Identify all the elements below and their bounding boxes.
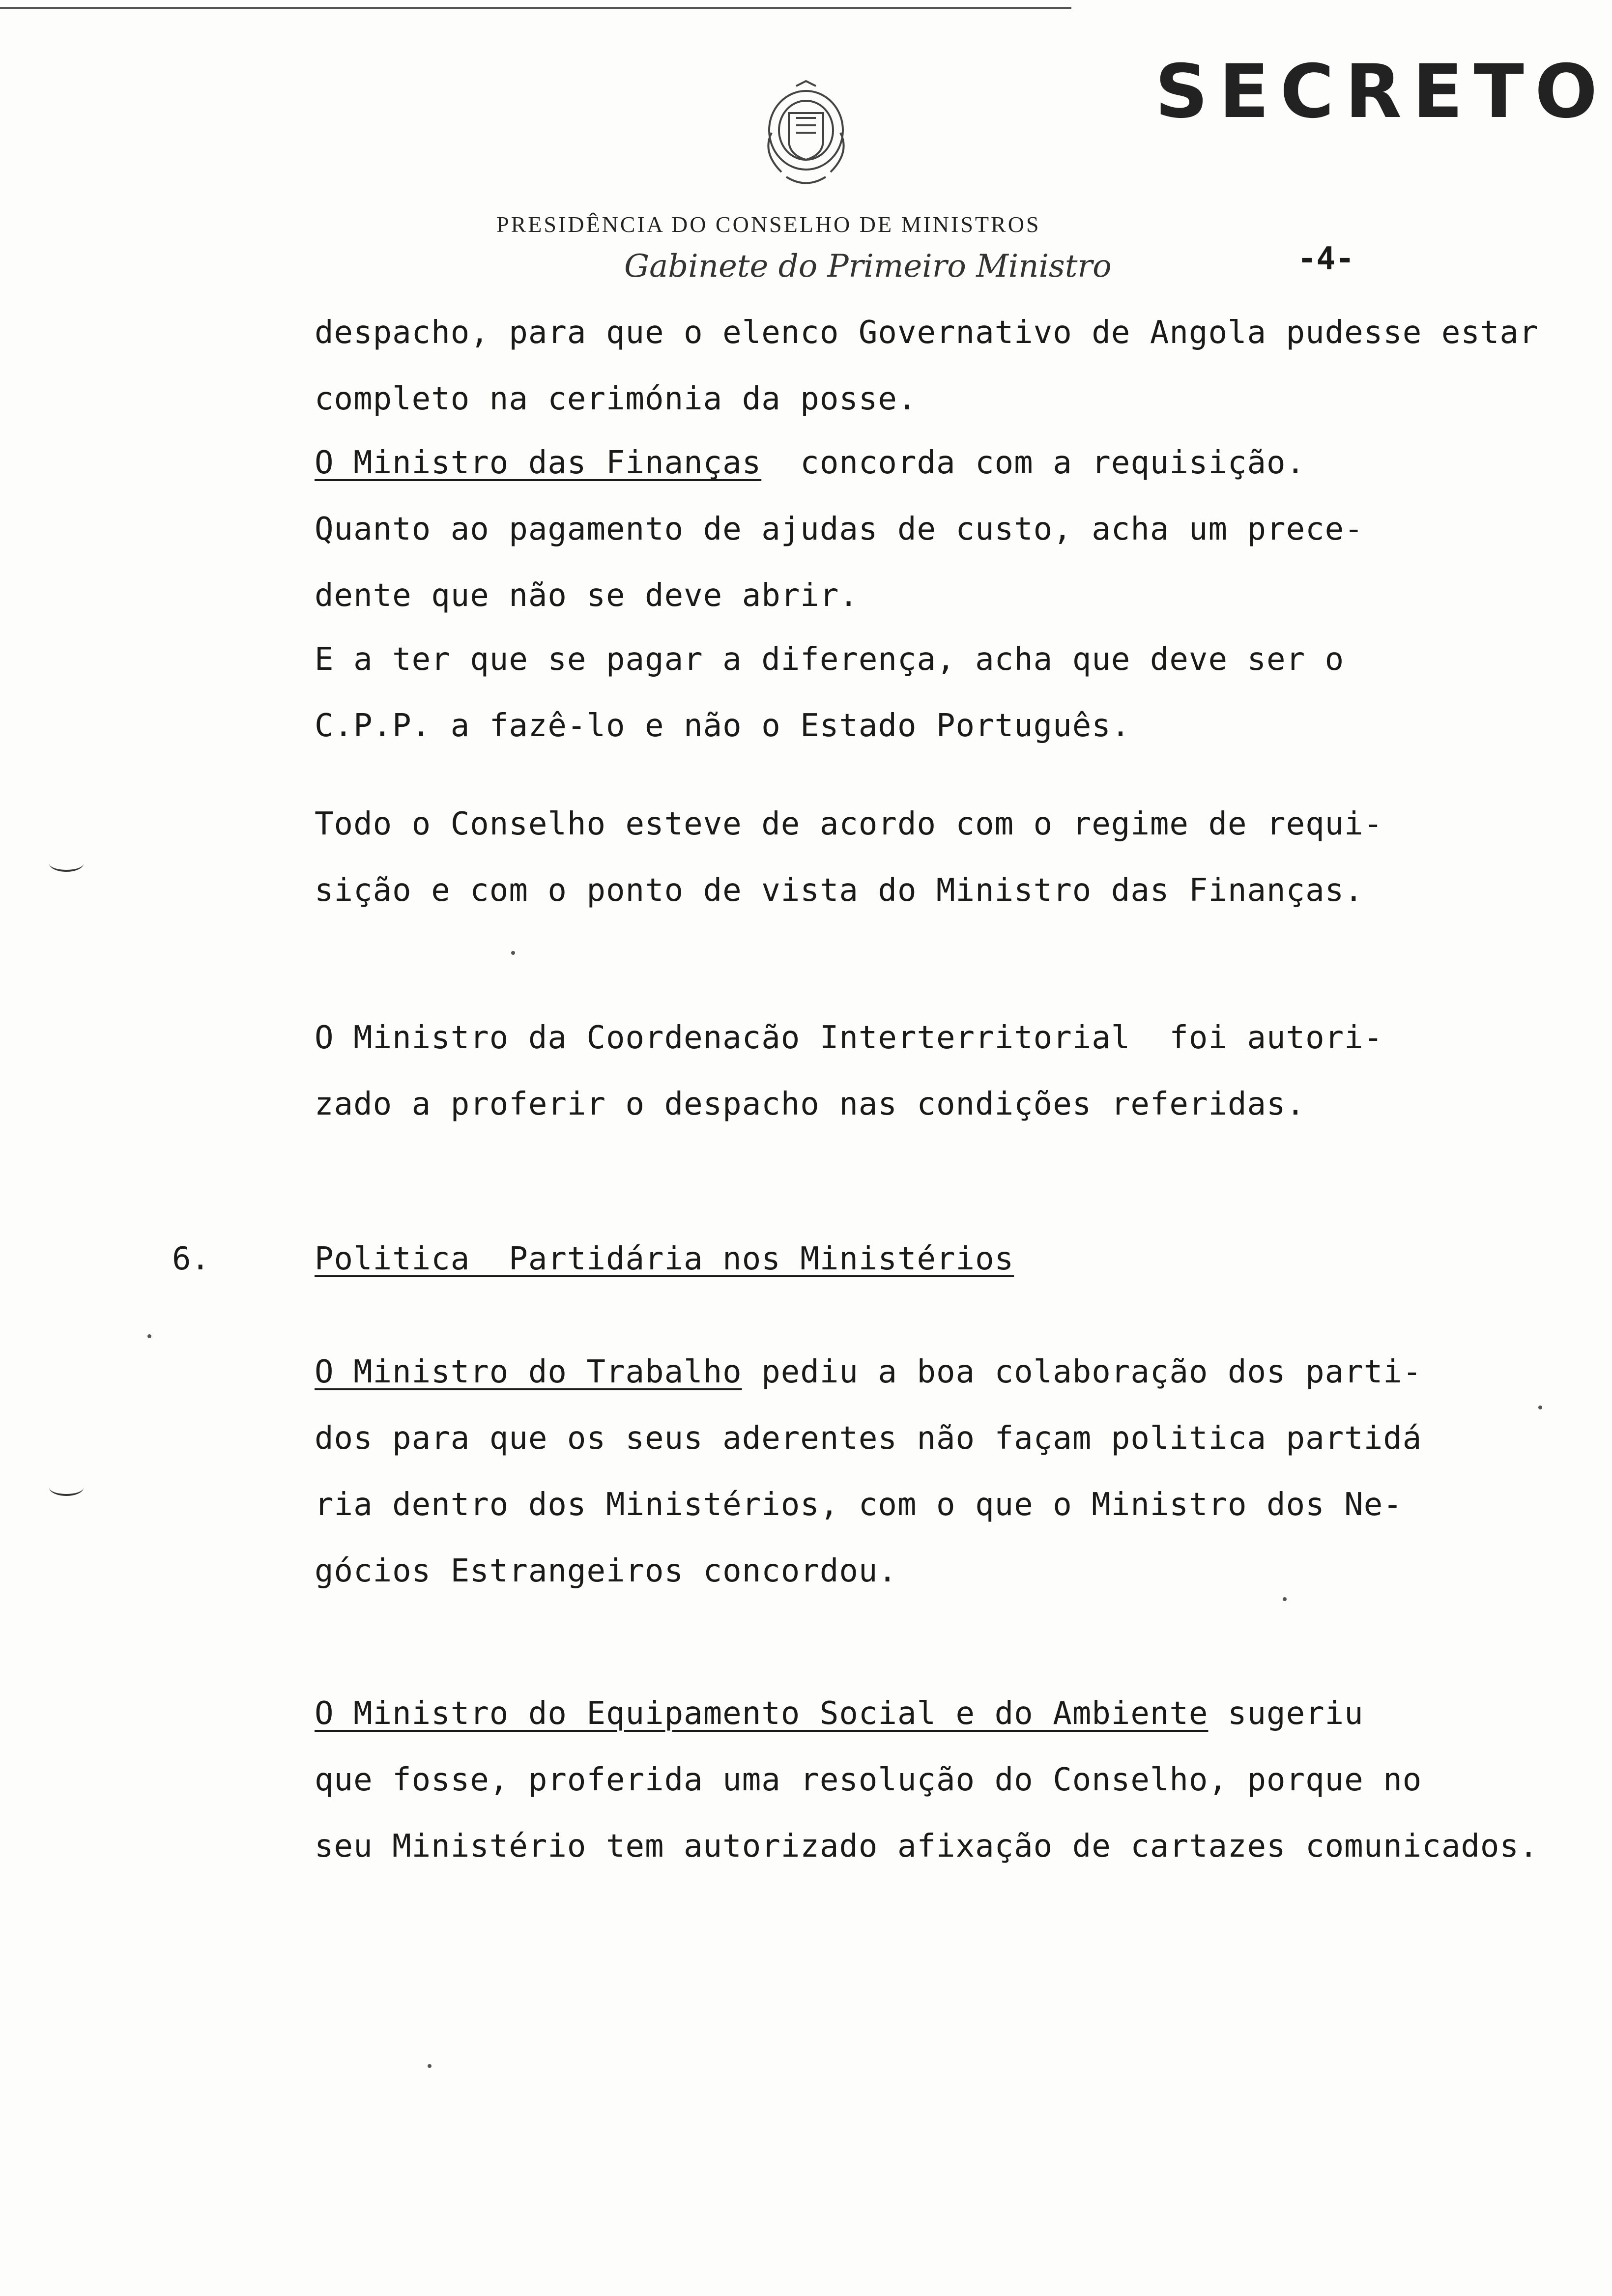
office-subheader: Gabinete do Primeiro Ministro bbox=[624, 248, 1112, 285]
text-line: zado a proferir o despacho nas condições referidas. bbox=[315, 1086, 1306, 1122]
text-line: Quanto ao pagamento de ajudas de custo, acha um prece- bbox=[315, 511, 1364, 547]
item-title: Politica Partidária nos Ministérios bbox=[315, 1241, 1014, 1277]
text-line bbox=[315, 445, 1305, 481]
text-line: sição e com o ponto de vista do Ministro das Finanças. bbox=[315, 872, 1364, 909]
minister-finance-label: O Ministro das Finanças bbox=[315, 445, 762, 481]
text-line: dente que não se deve abrir. bbox=[315, 577, 859, 614]
speck bbox=[511, 951, 515, 955]
text-line: ria dentro dos Ministérios, com o que o Ministro dos Ne- bbox=[315, 1487, 1403, 1523]
punch-mark bbox=[49, 855, 84, 872]
minister-equipment-label: O Ministro do Equipamento Social e do Ambiente bbox=[315, 1695, 1209, 1732]
text-line: seu Ministério tem autorizado afixação de cartazes comunicados. bbox=[315, 1828, 1539, 1865]
text-line: E a ter que se pagar a diferença, acha que deve ser o bbox=[315, 641, 1345, 678]
text-line: completo na cerimónia da posse. bbox=[315, 381, 917, 417]
text-line: dos para que os seus aderentes não façam politica partidá bbox=[315, 1420, 1422, 1457]
text-line: O Ministro da Coordenacão Interterritorial foi autori- bbox=[315, 1020, 1383, 1056]
item-number: 6. bbox=[172, 1241, 210, 1277]
text-fragment: pediu a boa colaboração dos parti- bbox=[742, 1354, 1422, 1390]
text-line: gócios Estrangeiros concordou. bbox=[315, 1553, 897, 1589]
speck bbox=[1283, 1597, 1287, 1601]
minister-labour-label: O Ministro do Trabalho bbox=[315, 1354, 742, 1390]
text-line: C.P.P. a fazê-lo e não o Estado Português. bbox=[315, 708, 1131, 744]
speck bbox=[1538, 1406, 1542, 1409]
section-title bbox=[315, 1241, 1014, 1277]
text-line: despacho, para que o elenco Governativo de Angola pudesse estar bbox=[315, 315, 1539, 351]
punch-mark bbox=[49, 1479, 84, 1496]
speck bbox=[428, 2064, 432, 2068]
text-fragment: sugeriu bbox=[1208, 1695, 1364, 1732]
secret-stamp: SECRETO bbox=[1155, 49, 1609, 135]
text-line bbox=[315, 1354, 1422, 1390]
coat-of-arms-icon bbox=[742, 79, 870, 206]
institution-header: PRESIDÊNCIA DO CONSELHO DE MINISTROS bbox=[496, 212, 1041, 237]
page-number: -4- bbox=[1297, 241, 1354, 277]
text-line: que fosse, proferida uma resolução do Conselho, porque no bbox=[315, 1762, 1422, 1798]
text-line bbox=[315, 1695, 1364, 1732]
text-fragment: concorda com a requisição. bbox=[761, 445, 1306, 481]
speck bbox=[147, 1334, 151, 1338]
top-rule bbox=[0, 7, 1071, 9]
text-line: Todo o Conselho esteve de acordo com o regime de requi- bbox=[315, 806, 1383, 842]
